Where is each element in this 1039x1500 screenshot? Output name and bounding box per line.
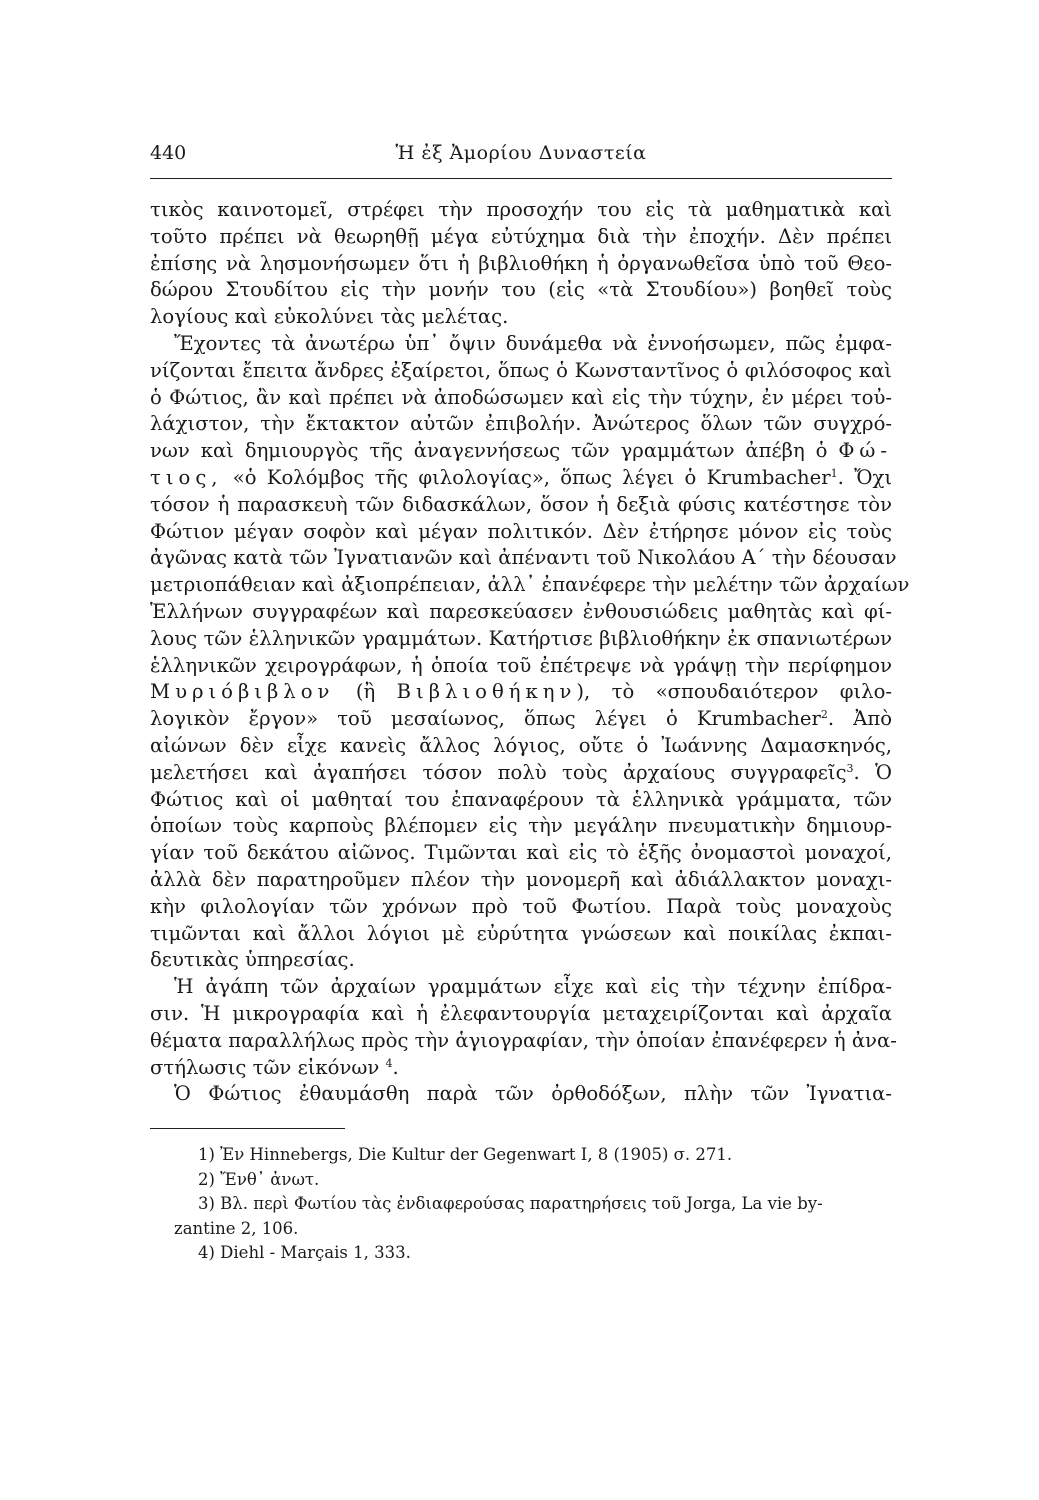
paragraph-3: [150, 974, 897, 1081]
text-line: Ὁ Φώτιος ἐθαυμάσθη παρὰ τῶν ὀρθοδόξων, πλὴν τῶν Ἰγνατια-: [174, 1082, 892, 1106]
text-fragment: . Ὄχι: [837, 465, 892, 489]
text-line: Ἡ ἀγάπη τῶν ἀρχαίων γραμμάτων εἶχε καὶ εἰς τὴν τέχνην ἐπίδρα-: [174, 975, 892, 999]
text-line: [150, 679, 892, 706]
text-line: ὁ Φώτιος, ἂν καὶ πρέπει νὰ ἀποδώσωμεν καὶ εἰς τὴν τύχην, ἐν μέρει τοὐ-: [150, 385, 892, 409]
text-line: γίαν τοῦ δεκάτου αἰῶνος. Τιμῶνται καὶ εἰς τὸ ἑξῆς ὀνομαστοὶ μοναχοί,: [150, 841, 892, 865]
footnote-2: 2) Ἔνθ᾽ ἀνωτ.: [198, 1169, 320, 1189]
footnote-1: 1) Ἐν Hinnebergs, Die Kultur der Gegenwart I, 8 (1905) σ. 271.: [198, 1145, 733, 1165]
text-fragment: μελετήσει καὶ ἀγαπήσει τόσον πολὺ τοὺς ἀρχαίους συγγραφεῖς: [150, 760, 847, 784]
text-fragment: . Ὁ: [853, 760, 892, 784]
text-fragment: στήλωσις τῶν εἰκόνων: [150, 1055, 380, 1079]
text-line: [150, 760, 892, 787]
text-fragment: ), τὸ «σπουδαιότερον φιλο-: [576, 680, 892, 704]
text-line: τόσον ἡ παρασκευὴ τῶν διδασκάλων, ὅσον ἡ δεξιὰ φύσις κατέστησε τὸν: [150, 492, 892, 516]
text-fragment: . Ἀπὸ: [827, 707, 892, 731]
footnote-3-continued: zantine 2, 106.: [174, 1218, 299, 1238]
text-fragment: (ἢ: [355, 680, 376, 704]
spaced-title-myriobiblon: Μυριόβιβλον: [150, 680, 335, 704]
text-line: στήλωσις τῶν εἰκόνων $^4$.: [150, 1055, 399, 1079]
running-title: Ἡ ἐξ Ἀμορίου Δυναστεία: [395, 142, 647, 164]
text-line: δώρου Στουδίτου εἰς τὴν μονήν του (εἰς «τὰ Στουδίου») βοηθεῖ τοὺς: [150, 278, 892, 302]
text-line: τιμῶνται καὶ ἄλλοι λόγιοι μὲ εὐρύτητα γνώσεων καὶ ποικίλας ἐκπαι-: [150, 921, 892, 945]
text-line: σιν. Ἡ μικρογραφία καὶ ἡ ἐλεφαντουργία μεταχειρίζονται καὶ ἀρχαῖα: [150, 1001, 892, 1025]
spaced-title-bibliotheke: Βιβλιοθήκην: [396, 680, 577, 704]
footnote-mark: 4: [385, 1056, 393, 1070]
page: [150, 142, 910, 1266]
body-text: [150, 197, 910, 1108]
paragraph-2: [150, 331, 910, 974]
text-line: Ἑλλήνων συγγραφέων καὶ παρεσκεύασεν ἐνθουσιώδεις μαθητὰς καὶ φί-: [150, 599, 892, 623]
text-line: λάχιστον, τὴν ἔκτακτον αὐτῶν ἐπιβολήν. Ἀνώτερος ὅλων τῶν συγχρό-: [150, 412, 892, 436]
text-fragment: λογικὸν ἔργον» τοῦ μεσαίωνος, ὅπως λέγει ὁ Krumbacher: [150, 707, 821, 731]
text-line: θέματα παραλλήλως πρὸς τὴν ἁγιογραφίαν, τὴν ὁποίαν ἐπανέφερεν ἡ ἀνα-: [150, 1028, 897, 1052]
text-line: τικὸς καινοτομεῖ, στρέφει τὴν προσοχήν του εἰς τὰ μαθηματικὰ καὶ: [150, 198, 892, 221]
text-line: λογίους καὶ εὐκολύνει τὰς μελέτας.: [150, 305, 509, 329]
text-line: ὁποίων τοὺς καρποὺς βλέπομεν εἰς τὴν μεγάλην πνευματικὴν δημιουρ-: [150, 814, 892, 838]
footnote-3: 3) Βλ. περὶ Φωτίου τὰς ἐνδιαφερούσας παρατηρήσεις τοῦ Jorga, La vie by-: [198, 1194, 823, 1214]
text-line: νίζονται ἔπειτα ἄνδρες ἐξαίρετοι, ὅπως ὁ Κωνσταντῖνος ὁ φιλόσοφος καὶ: [150, 358, 892, 382]
footnote-mark: 2: [820, 708, 828, 722]
text-line: λους τῶν ἑλληνικῶν γραμμάτων. Κατήρτισε βιβλιοθήκην ἐκ σπανιωτέρων: [150, 626, 892, 650]
running-head: [150, 142, 892, 179]
text-line: ἀγῶνας κατὰ τῶν Ἰγνατιανῶν καὶ ἀπέναντι τοῦ Νικολάου Α΄ τὴν δέουσαν: [150, 546, 897, 570]
text-line: [150, 706, 892, 733]
text-line: μετριοπάθειαν καὶ ἀξιοπρέπειαν, ἀλλ᾽ ἐπανέφερε τὴν μελέτην τῶν ἀρχαίων: [150, 573, 910, 597]
text-line: κὴν φιλολογίαν τῶν χρόνων πρὸ τοῦ Φωτίου. Παρὰ τοὺς μοναχοὺς: [150, 894, 892, 918]
footnote-4: 4) Diehl - Marçais 1, 333.: [198, 1243, 411, 1263]
text-line: ἀλλὰ δὲν παρατηροῦμεν πλέον τὴν μονομερῆ καὶ ἀδιάλλακτον μοναχι-: [150, 867, 892, 891]
paragraph-1: [150, 197, 892, 331]
text-line: αἰώνων δὲν εἶχε κανεὶς ἄλλος λόγιος, οὔτε ὁ Ἰωάννης Δαμασκηνός,: [150, 733, 892, 757]
text-line: ἑλληνικῶν χειρογράφων, ἡ ὁποία τοῦ ἐπέτρεψε νὰ γράψῃ τὴν περίφημον: [150, 653, 892, 677]
spaced-name-photios: Φώ-: [838, 439, 892, 463]
paragraph-4: [150, 1081, 892, 1108]
footnotes: [150, 1143, 892, 1266]
text-line: [150, 438, 892, 465]
text-line: Φώτιον μέγαν σοφὸν καὶ μέγαν πολιτικόν. Δὲν ἐτήρησε μόνον εἰς τοὺς: [150, 519, 892, 543]
page-number: 440: [150, 142, 187, 164]
text-line: δευτικὰς ὑπηρεσίας.: [150, 948, 355, 972]
text-line: Ἔχοντες τὰ ἀνωτέρω ὑπ᾽ ὄψιν δυνάμεθα νὰ ἐννοήσωμεν, πῶς ἐμφα-: [174, 331, 892, 355]
footnote-mark: 1: [830, 466, 838, 480]
footnote-mark: 3: [846, 761, 854, 775]
spaced-name-tios: τιος,: [150, 465, 223, 489]
text-line: ἐπίσης νὰ λησμονήσωμεν ὅτι ἡ βιβλιοθήκη ἡ ὀργανωθεῖσα ὑπὸ τοῦ Θεο-: [150, 251, 892, 275]
text-line: τοῦτο πρέπει νὰ θεωρηθῇ μέγα εὐτύχημα διὰ τὴν ἐποχήν. Δὲν πρέπει: [150, 224, 892, 248]
footnote-rule: [150, 1128, 345, 1129]
text-fragment: νων καὶ δημιουργὸς τῆς ἀναγεννήσεως τῶν γραμμάτων ἀπέβη ὁ: [150, 439, 828, 463]
text-line: [150, 465, 892, 492]
text-fragment: «ὁ Κολόμβος τῆς φιλολογίας», ὅπως λέγει ὁ Krumbacher: [232, 465, 831, 489]
text-line: Φώτιος καὶ οἱ μαθηταί του ἐπαναφέρουν τὰ ἑλληνικὰ γράμματα, τῶν: [150, 787, 892, 811]
